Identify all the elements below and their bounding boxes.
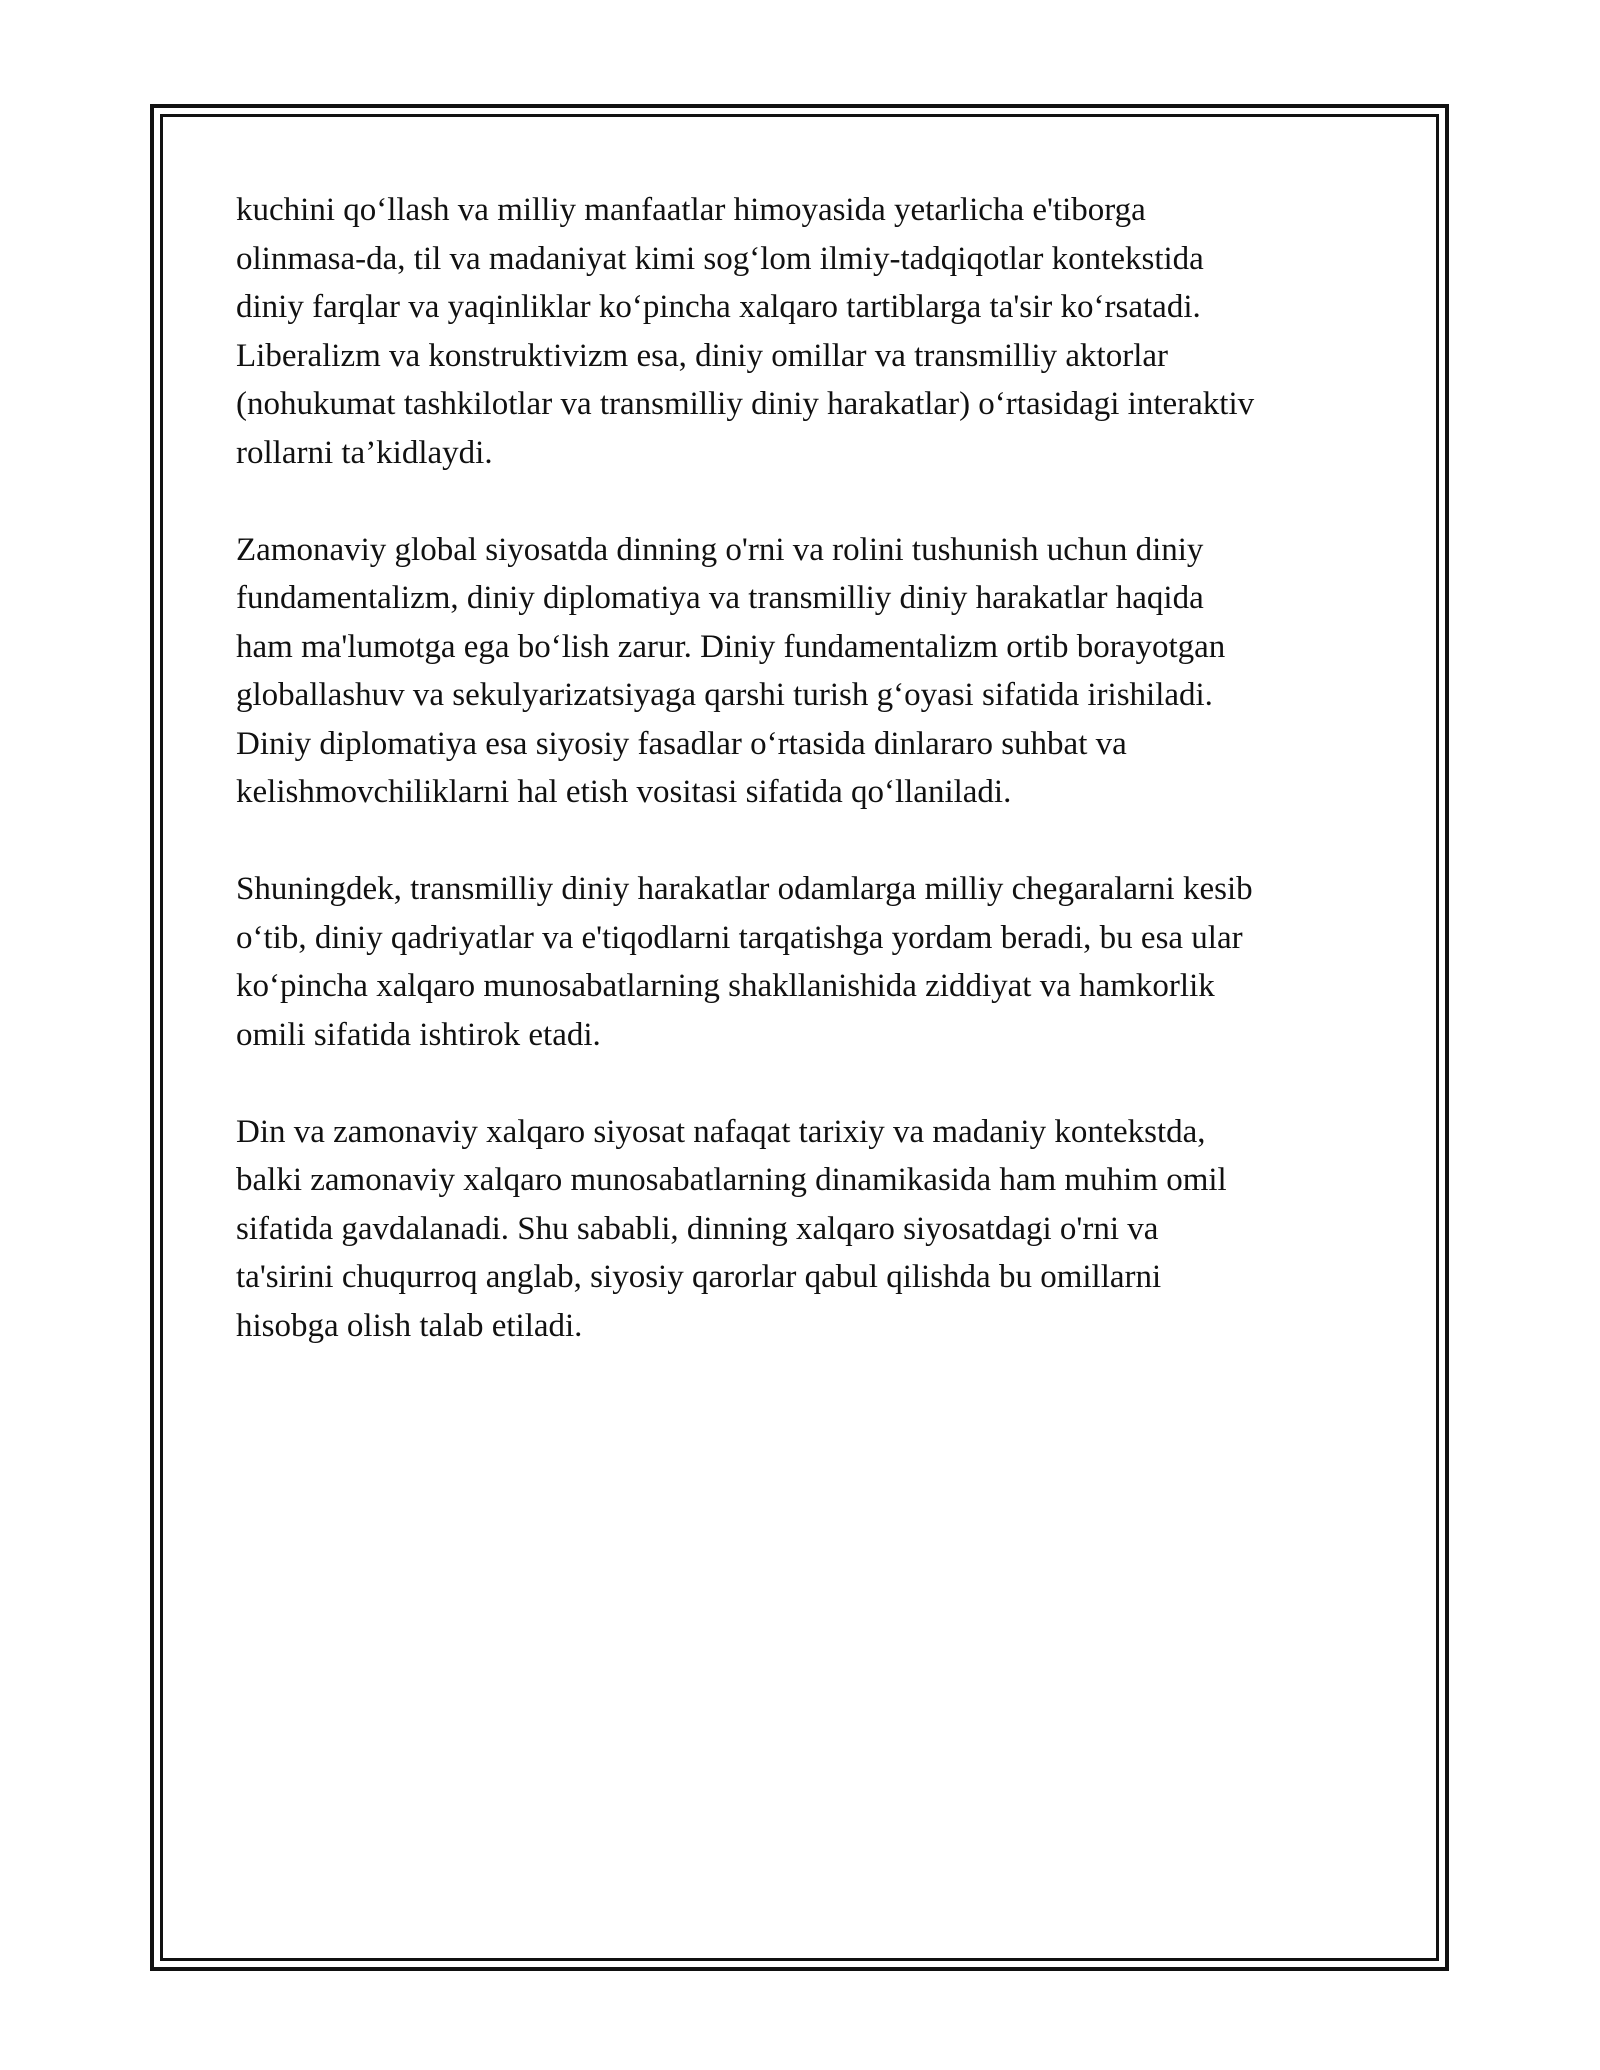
text-line: ham ma'lumotga ega bo‘lish zarur. Diniy fundamentalizm ortib borayotgan [236,628,1226,665]
paragraph-3 [236,865,1381,1059]
text-line: ko‘pincha xalqaro munosabatlarning shakllanishida ziddiyat va hamkorlik [236,968,1215,1004]
text-line: rollarni ta’kidlaydi. [236,434,493,471]
body-text [236,186,1381,1399]
text-line: Shuningdek, transmilliy diniy harakatlar odamlarga milliy chegaralarni kesib [236,871,1253,907]
text-line: (nohukumat tashkilotlar va transmilliy diniy harakatlar) o‘rtasidagi interaktiv [236,386,1255,422]
text-line: Zamonaviy global siyosatda dinning o'rni va rolini tushunish uchun diniy [236,531,1204,568]
text-line: sifatida gavdalanadi. Shu sababli, dinning xalqaro siyosatdagi o'rni va [236,1210,1159,1247]
text-line: Liberalizm va konstruktivizm esa, diniy omillar va transmilliy aktorlar [236,337,1169,374]
text-line: Din va zamonaviy xalqaro siyosat nafaqat tarixiy va madaniy kontekstda, [236,1113,1206,1150]
text-line: olinmasa-da, til va madaniyat kimi sog‘lom ilmiy-tadqiqotlar kontekstida [236,240,1204,277]
text-line: kuchini qo‘llash va milliy manfaatlar himoyasida yetarlicha e'tiborga [236,192,1146,228]
text-line: diniy farqlar va yaqinliklar ko‘pincha xalqaro tartiblarga ta'sir ko‘rsatadi. [236,289,1201,325]
text-line: globallashuv va sekulyarizatsiyaga qarshi turish g‘oyasi sifatida irishiladi. [236,677,1213,713]
text-line: Diniy diplomatiya esa siyosiy fasadlar o‘rtasida dinlararo suhbat va [236,725,1127,762]
text-line: omili sifatida ishtirok etadi. [236,1016,601,1053]
text-line: hisobga olish talab etiladi. [236,1307,583,1344]
text-line: kelishmovchiliklarni hal etish vositasi sifatida qo‘llaniladi. [236,774,1012,810]
paragraph-4 [236,1108,1381,1351]
paragraph-2 [236,526,1381,817]
text-line: ta'sirini chuqurroq anglab, siyosiy qarorlar qabul qilishda bu omillarni [236,1259,1162,1295]
text-line: fundamentalizm, diniy diplomatiya va transmilliy diniy harakatlar haqida [236,580,1204,616]
text-line: balki zamonaviy xalqaro munosabatlarning dinamikasida ham muhim omil [236,1162,1227,1198]
text-line: o‘tib, diniy qadriyatlar va e'tiqodlarni tarqatishga yordam beradi, bu esa ular [236,919,1243,956]
paragraph-1 [236,186,1381,477]
